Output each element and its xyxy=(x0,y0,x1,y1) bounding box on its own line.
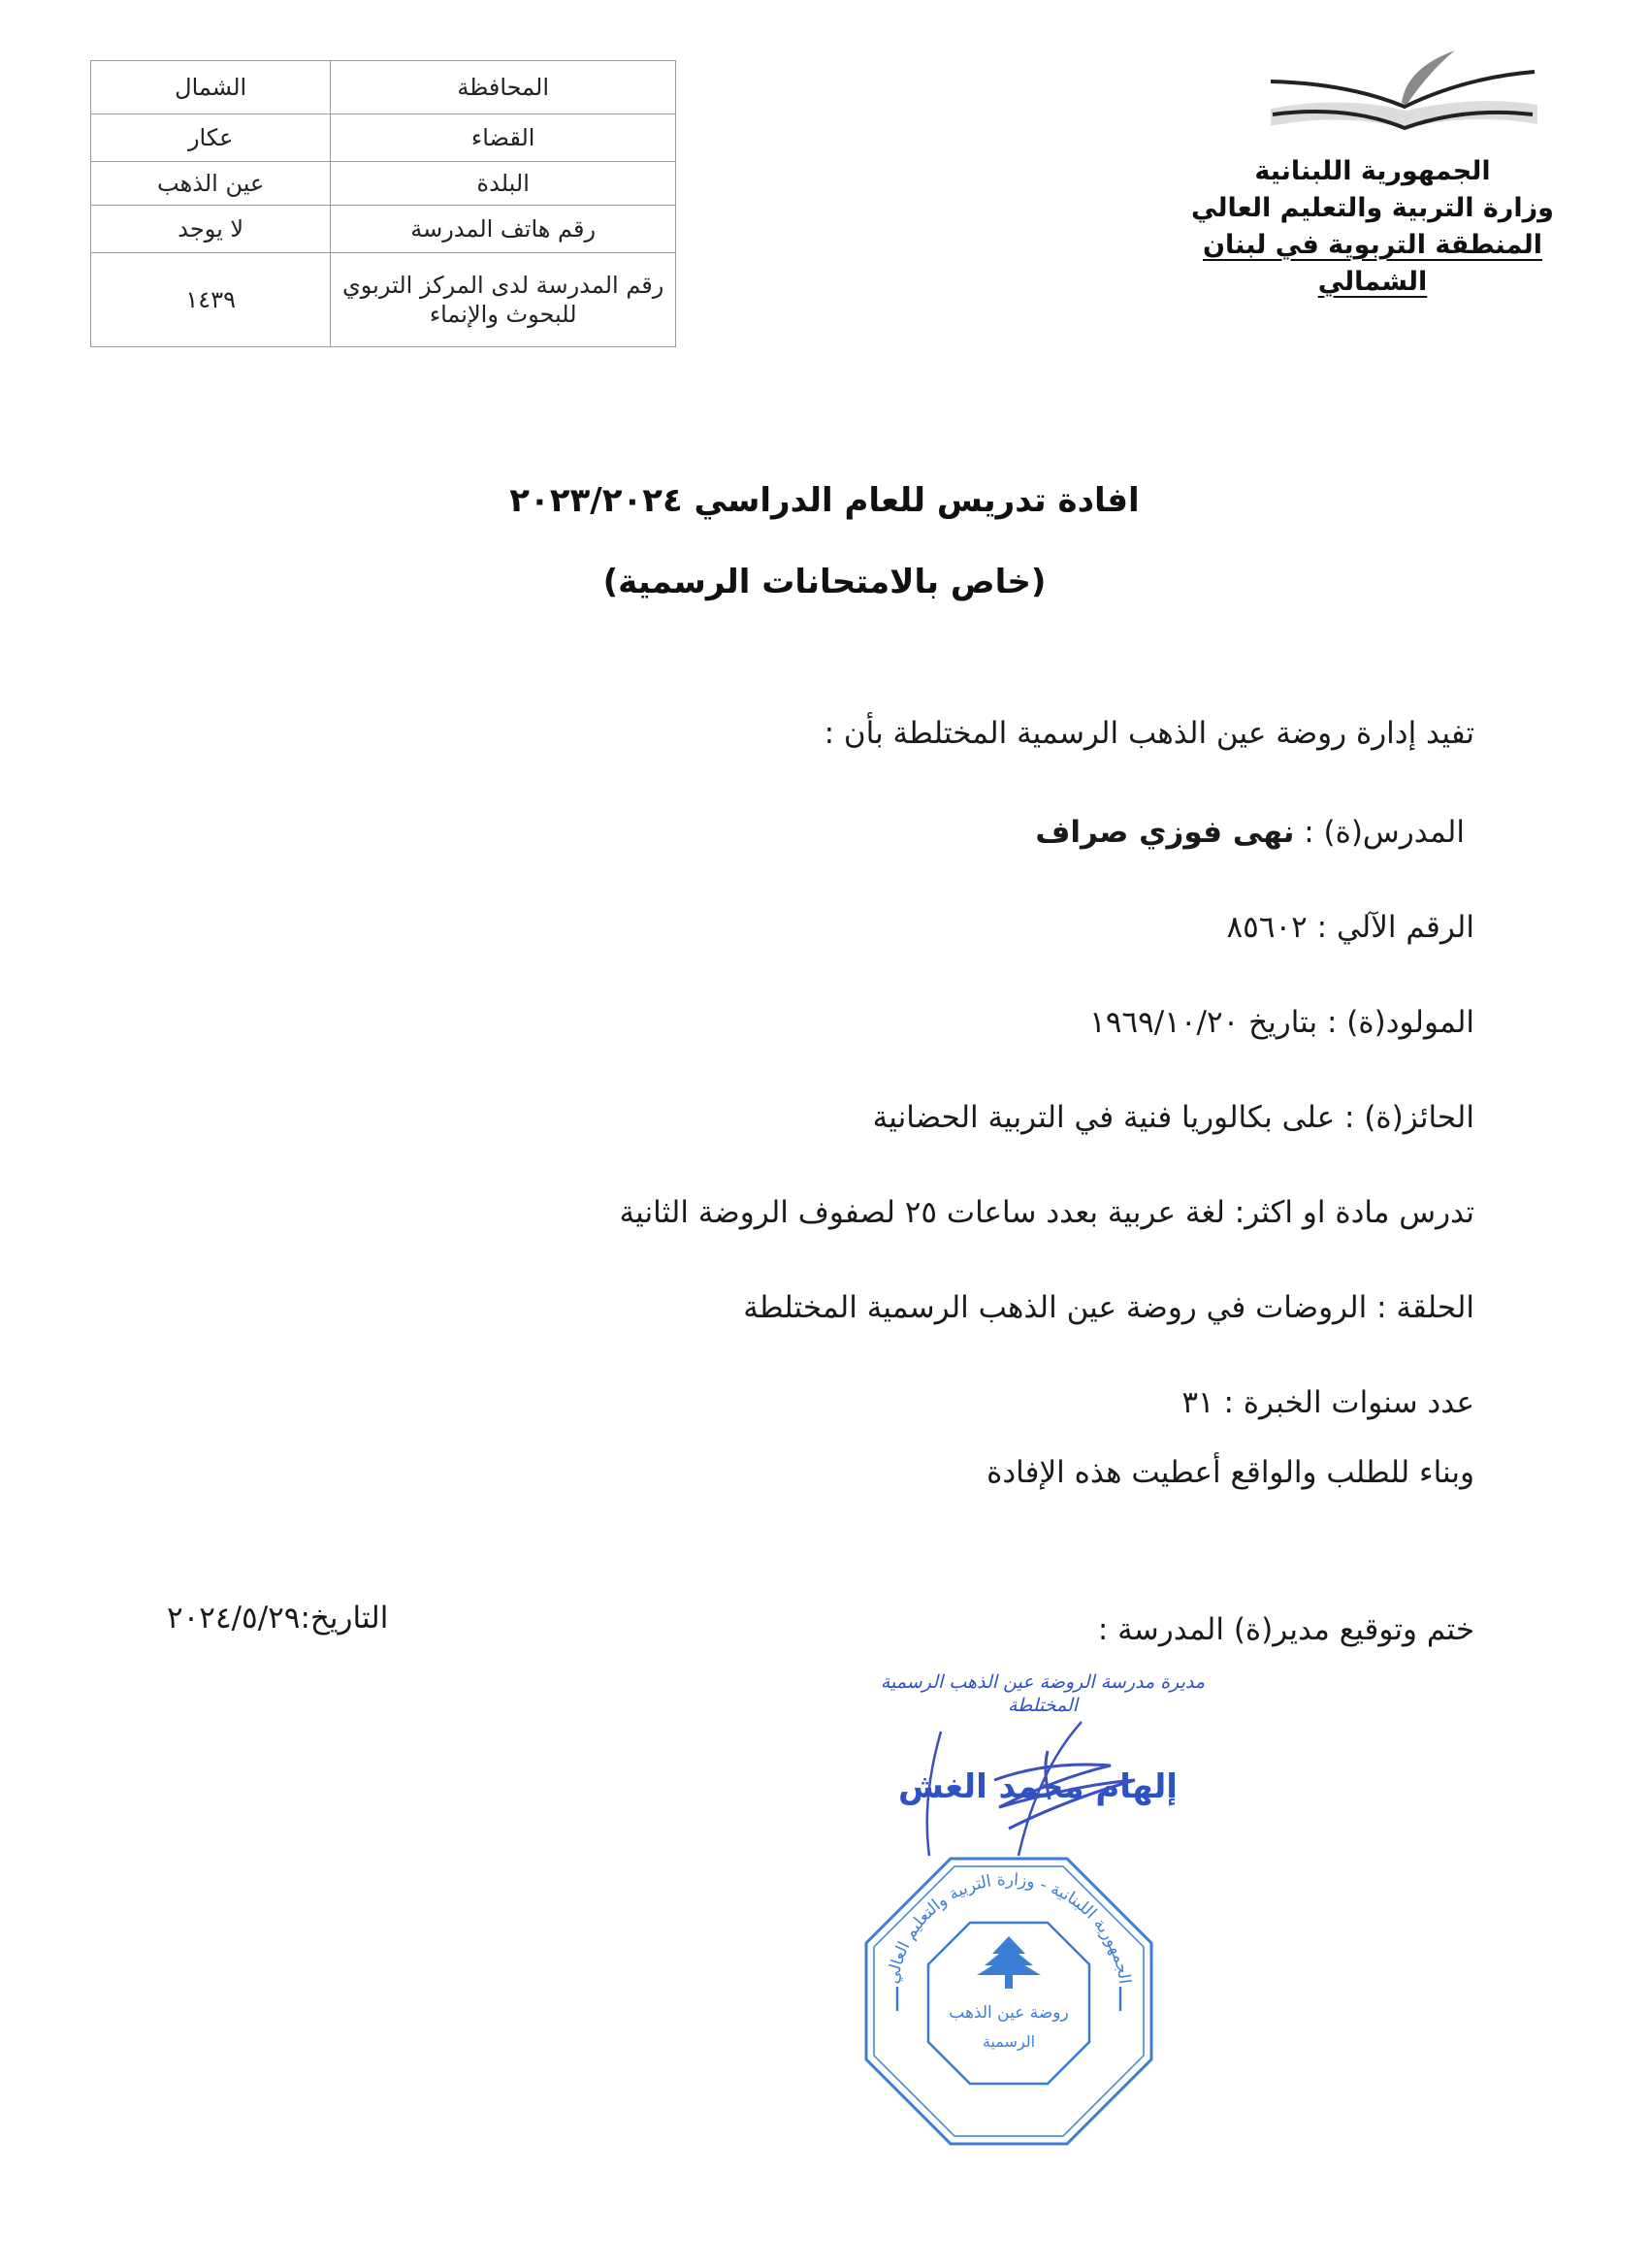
cedar-tree-icon xyxy=(977,1936,1041,1989)
cycle-line: الحلقة : الروضات في روضة عين الذهب الرسمية المختلطة xyxy=(743,1290,1474,1325)
subject-line: تدرس مادة او اكثر: لغة عربية بعدد ساعات ٢٥ لصفوف الروضة الثانية xyxy=(619,1195,1474,1230)
stamp-outer-textpath: الجمهورية اللبنانية - وزارة التربية والتعليم العالي xyxy=(883,1869,1135,1986)
teacher-line xyxy=(1035,815,1465,850)
stamp-inner-line1: روضة عين الذهب xyxy=(949,2003,1069,2023)
birth-line: المولود(ة) : بتاريخ ١٩٦٩/١٠/٢٠ xyxy=(1089,1005,1474,1040)
table-row xyxy=(91,61,676,114)
cell-value: عكار xyxy=(91,114,331,162)
ministry-header xyxy=(1169,153,1576,301)
org-line: وزارة التربية والتعليم العالي xyxy=(1191,193,1554,223)
teacher-label: المدرس(ة) : xyxy=(1294,815,1465,850)
document-subtitle: (خاص بالامتحانات الرسمية) xyxy=(602,563,1047,601)
stamp-inner-line2: الرسمية xyxy=(982,2032,1036,2051)
intro-line: تفيد إدارة روضة عين الذهب الرسمية المختلطة بأن : xyxy=(824,716,1474,751)
cell-label: رقم المدرسة لدى المركز التربوي للبحوث والإنماء xyxy=(331,253,676,347)
cell-value: ١٤٣٩ xyxy=(91,253,331,347)
cell-value: عين الذهب xyxy=(91,162,331,206)
issue-date: التاريخ:٢٠٢٤/٥/٢٩ xyxy=(167,1601,389,1636)
signature-label: ختم وتوقيع مدير(ة) المدرسة : xyxy=(1097,1612,1474,1647)
table-row xyxy=(91,114,676,162)
school-stamp-icon xyxy=(858,1851,1159,2152)
closing-line: وبناء للطلب والواقع أعطيت هذه الإفادة xyxy=(986,1455,1474,1490)
table-row xyxy=(91,206,676,253)
cell-value: الشمال xyxy=(91,61,331,114)
table-row xyxy=(91,162,676,206)
teacher-name: نهى فوزي صراف xyxy=(1035,815,1295,850)
auto-number-line: الرقم الآلي : ٨٥٦٠٢ xyxy=(1226,910,1474,945)
experience-line: عدد سنوات الخبرة : ٣١ xyxy=(1181,1385,1474,1420)
org-line: المنطقة التربوية في لبنان الشمالي xyxy=(1203,230,1542,297)
cell-label: البلدة xyxy=(331,162,676,206)
book-logo-icon xyxy=(1261,49,1547,131)
director-name: إلهام محمد الغش xyxy=(898,1767,1178,1806)
director-title: مديرة مدرسة الروضة عين الذهب الرسمية المختلطة xyxy=(880,1671,1206,1716)
document-title: افادة تدريس للعام الدراسي ٢٠٢٣/٢٠٢٤ xyxy=(509,481,1140,520)
school-info-table xyxy=(90,60,676,347)
handwritten-signature-icon xyxy=(902,1693,1193,1858)
cell-label: رقم هاتف المدرسة xyxy=(331,206,676,253)
cell-label: المحافظة xyxy=(331,61,676,114)
degree-line: الحائز(ة) : على بكالوريا فنية في التربية الحضانية xyxy=(872,1100,1474,1135)
org-line: الجمهورية اللبنانية xyxy=(1254,156,1491,186)
cell-value: لا يوجد xyxy=(91,206,331,253)
cell-label: القضاء xyxy=(331,114,676,162)
table-row xyxy=(91,253,676,347)
